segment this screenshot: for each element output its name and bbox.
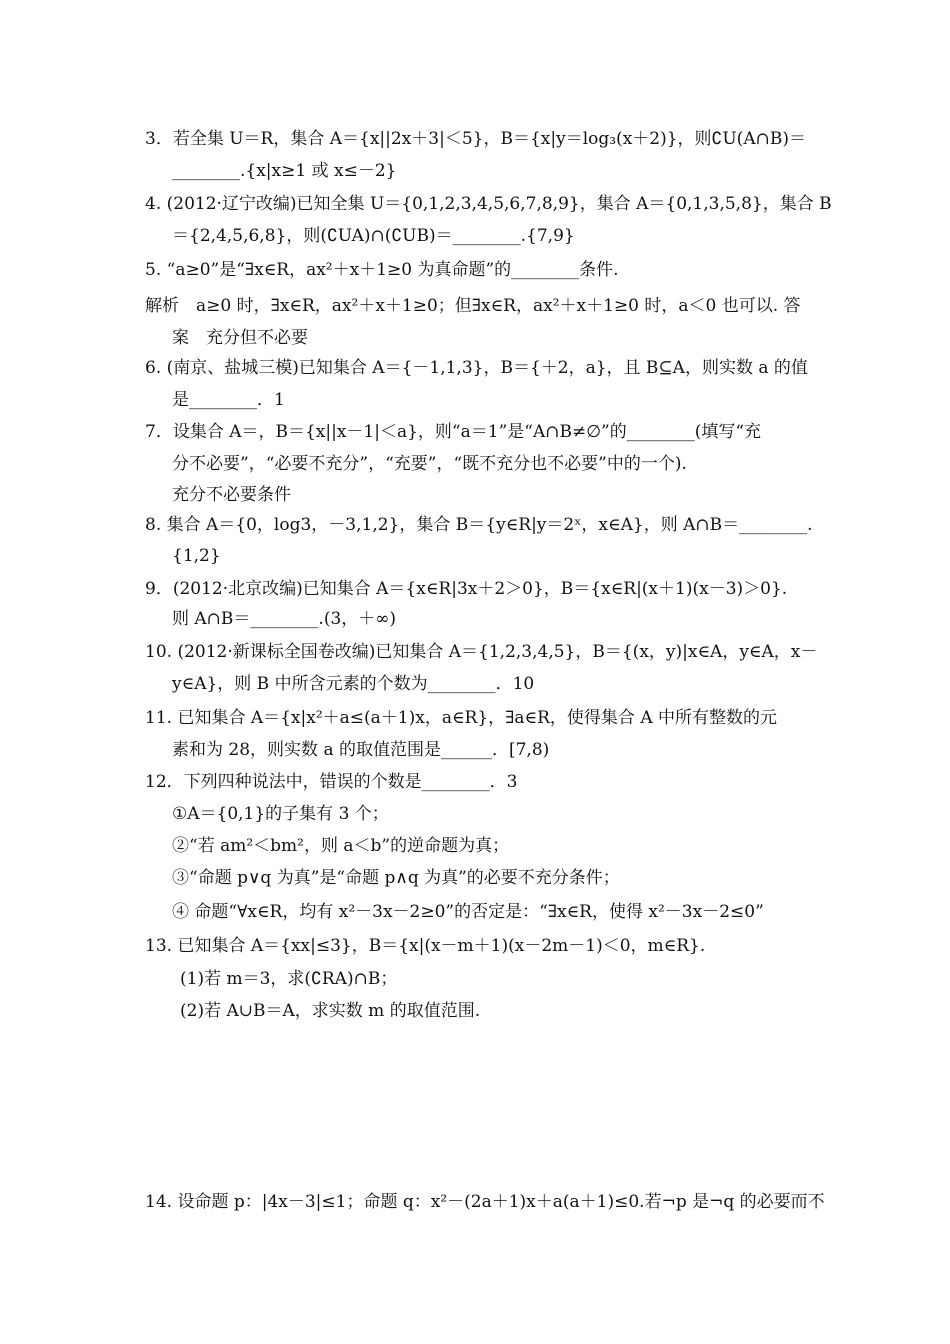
problem-5-analysis-line-2: 案 充分但不必要 — [172, 328, 308, 348]
problem-7-line-3: 充分不必要条件 — [172, 485, 291, 505]
problem-13-line-1: 13. 已知集合 A＝{xx|≤3}，B＝{x|(x－m＋1)(x－2m－1)＜0，m∈R}. — [145, 936, 706, 956]
problem-14-line-1: 14. 设命题 p：|4x－3|≤1；命题 q：x²－(2a＋1)x＋a(a＋1)≤0.若¬p 是¬q 的必要而不 — [145, 1192, 825, 1212]
problem-12-item-4: ④ 命题“∀x∈R，均有 x²－3x－2≥0”的否定是：“∃x∈R，使得 x²－3x－2≤0” — [172, 902, 764, 922]
problem-9-line-1: 9．(2012·北京改编)已知集合 A＝{x∈R|3x＋2＞0}，B＝{x∈R|(x＋1)(x－3)＞0}. — [145, 579, 788, 599]
problem-12-item-2: ②“若 am²＜bm²，则 a＜b”的逆命题为真； — [172, 836, 510, 856]
problem-13-part-1: (1)若 m＝3，求(∁RA)∩B； — [180, 969, 398, 989]
problem-8-line-2: {1,2} — [172, 546, 221, 566]
problem-9-line-2: 则 A∩B＝________.(3，＋∞) — [172, 609, 397, 629]
problem-13-part-2: (2)若 A∪B＝A，求实数 m 的取值范围. — [180, 1001, 481, 1021]
problem-10-line-2: y∈A}，则 B 中所含元素的个数为________．10 — [172, 674, 535, 694]
problem-11-line-1: 11. 已知集合 A＝{x|x²＋a≤(a＋1)x，a∈R}，∃a∈R，使得集合 A 中所有整数的元 — [145, 708, 777, 728]
problem-7-line-1: 7．设集合 A＝，B＝{x||x－1|＜a}，则“a＝1”是“A∩B≠∅”的________(填写“充 — [145, 422, 762, 442]
problem-6-line-1: 6. (南京、盐城三模)已知集合 A＝{－1,1,3}，B＝{＋2，a}，且 B⊆A，则实数 a 的值 — [145, 358, 808, 378]
problem-5-analysis-line-1: 解析 a≥0 时，∃x∈R，ax²＋x＋1≥0；但∃x∈R，ax²＋x＋1≥0 时，a＜0 也可以. 答 — [145, 296, 801, 316]
problem-6-line-2: 是________．1 — [172, 390, 285, 410]
problem-12-item-3: ③“命题 p∨q 为真”是“命题 p∧q 为真”的必要不充分条件； — [172, 868, 620, 888]
problem-12-line-1: 12．下列四种说法中，错误的个数是________．3 — [145, 772, 518, 792]
problem-3-line-2: ________.{x|x≥1 或 x≤－2} — [172, 161, 397, 181]
problem-4-line-2: ＝{2,4,5,6,8}，则(∁UA)∩(∁UB)＝________.{7,9} — [172, 226, 575, 246]
problem-8-line-1: 8. 集合 A＝{0，log3，－3,1,2}，集合 B＝{y∈R|y＝2ˣ，x∈A}，则 A∩B＝________. — [145, 515, 813, 535]
problem-12-item-1: ①A＝{0,1}的子集有 3 个； — [172, 804, 389, 824]
problem-7-line-2: 分不必要”，“必要不充分”，“充要”，“既不充分也不必要”中的一个). — [172, 454, 687, 474]
problem-3-line-1: 3．若全集 U＝R，集合 A＝{x||2x＋3|＜5}，B＝{x|y＝log₃(x＋2)}，则∁U(A∩B)＝ — [145, 129, 806, 149]
problem-5-line-1: 5. “a≥0”是“∃x∈R，ax²＋x＋1≥0 为真命题”的________条件. — [145, 260, 619, 280]
problem-11-line-2: 素和为 28，则实数 a 的取值范围是______．[7,8) — [172, 740, 550, 760]
problem-4-line-1: 4. (2012·辽宁改编)已知全集 U＝{0,1,2,3,4,5,6,7,8,9}，集合 A＝{0,1,3,5,8}，集合 B — [145, 194, 832, 214]
problem-10-line-1: 10. (2012·新课标全国卷改编)已知集合 A＝{1,2,3,4,5}，B＝{(x，y)|x∈A，y∈A，x－ — [145, 642, 818, 662]
